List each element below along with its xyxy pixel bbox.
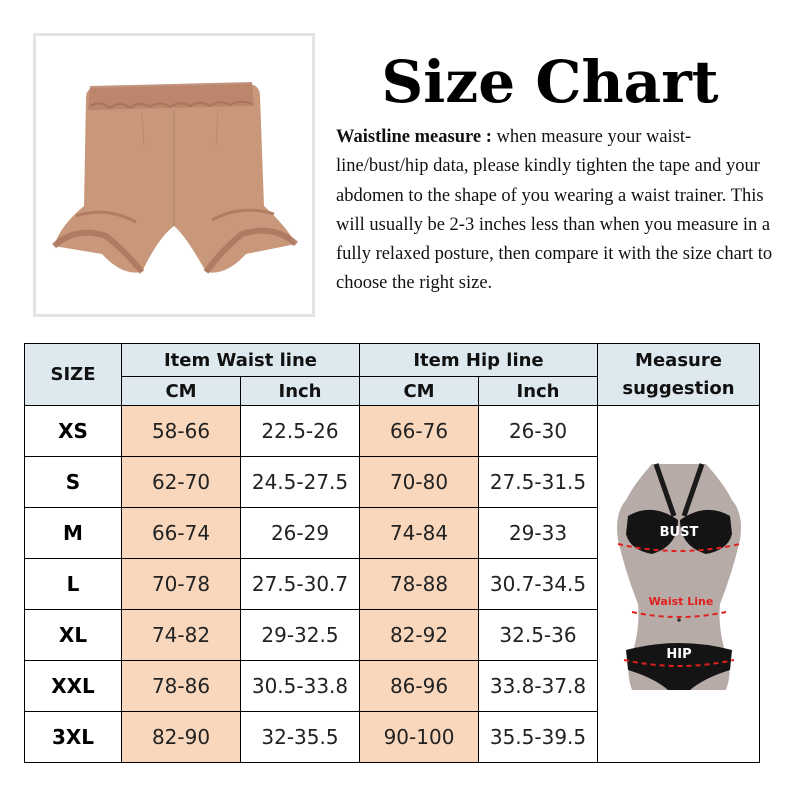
size-cell: XXL [25, 661, 122, 712]
hip-cm-cell: 82-92 [360, 610, 479, 661]
waist-cm-cell: 82-90 [122, 712, 241, 763]
hip-inch-cell: 32.5-36 [479, 610, 598, 661]
body-measure-icon [604, 454, 754, 714]
waist-inch-cell: 29-32.5 [241, 610, 360, 661]
size-chart-table [24, 343, 760, 763]
hip-inch-cell: 26-30 [479, 406, 598, 457]
hip-inch-cell: 30.7-34.5 [479, 559, 598, 610]
hip-inch-cell: 33.8-37.8 [479, 661, 598, 712]
waist-cm-cell: 58-66 [122, 406, 241, 457]
size-cell: XS [25, 406, 122, 457]
hip-label: HIP [665, 647, 692, 662]
waist-inch-header: Inch [241, 377, 360, 406]
waist-cm-cell: 62-70 [122, 457, 241, 508]
page-title: Size Chart [381, 48, 719, 116]
size-cell: L [25, 559, 122, 610]
waist-cm-cell: 70-78 [122, 559, 241, 610]
waist-inch-cell: 32-35.5 [241, 712, 360, 763]
waist-cm-cell: 66-74 [122, 508, 241, 559]
hip-cm-cell: 70-80 [360, 457, 479, 508]
waist-inch-cell: 26-29 [241, 508, 360, 559]
hip-inch-cell: 29-33 [479, 508, 598, 559]
hip-cm-cell: 90-100 [360, 712, 479, 763]
hip-cm-cell: 74-84 [360, 508, 479, 559]
hip-cm-cell: 78-88 [360, 559, 479, 610]
hip-cm-cell: 66-76 [360, 406, 479, 457]
hip-cm-cell: 86-96 [360, 661, 479, 712]
waist-inch-cell: 24.5-27.5 [241, 457, 360, 508]
waist-line-label: Waist Line [648, 595, 713, 608]
size-cell: XL [25, 610, 122, 661]
size-cell: S [25, 457, 122, 508]
hip-inch-header: Inch [479, 377, 598, 406]
table-row [25, 406, 760, 457]
waist-cm-cell: 78-86 [122, 661, 241, 712]
waist-inch-cell: 30.5-33.8 [241, 661, 360, 712]
waist-header: Item Waist line [122, 344, 360, 377]
measure-figure [598, 406, 760, 763]
size-header: SIZE [25, 344, 122, 406]
description-lead: Waistline measure : [336, 127, 492, 147]
hip-header: Item Hip line [360, 344, 598, 377]
product-image [33, 33, 315, 317]
size-cell: M [25, 508, 122, 559]
bust-label: BUST [659, 525, 698, 540]
waist-cm-header: CM [122, 377, 241, 406]
hip-inch-cell: 27.5-31.5 [479, 457, 598, 508]
shapewear-briefs-icon [46, 76, 302, 276]
waist-inch-cell: 22.5-26 [241, 406, 360, 457]
measure-header: Measure suggestion [598, 344, 760, 406]
waist-inch-cell: 27.5-30.7 [241, 559, 360, 610]
description-body: when measure your waist-line/bust/hip data, please kindly tighten the tape and your abdomen to the shape of you wearing a waist trainer. This will usually be 2-3 inches less than when you measure in a fully relaxed posture, then compare it with the size chart to choose the right size. [336, 127, 773, 294]
hip-inch-cell: 35.5-39.5 [479, 712, 598, 763]
hip-cm-header: CM [360, 377, 479, 406]
size-cell: 3XL [25, 712, 122, 763]
waist-cm-cell: 74-82 [122, 610, 241, 661]
measure-description [336, 123, 776, 299]
